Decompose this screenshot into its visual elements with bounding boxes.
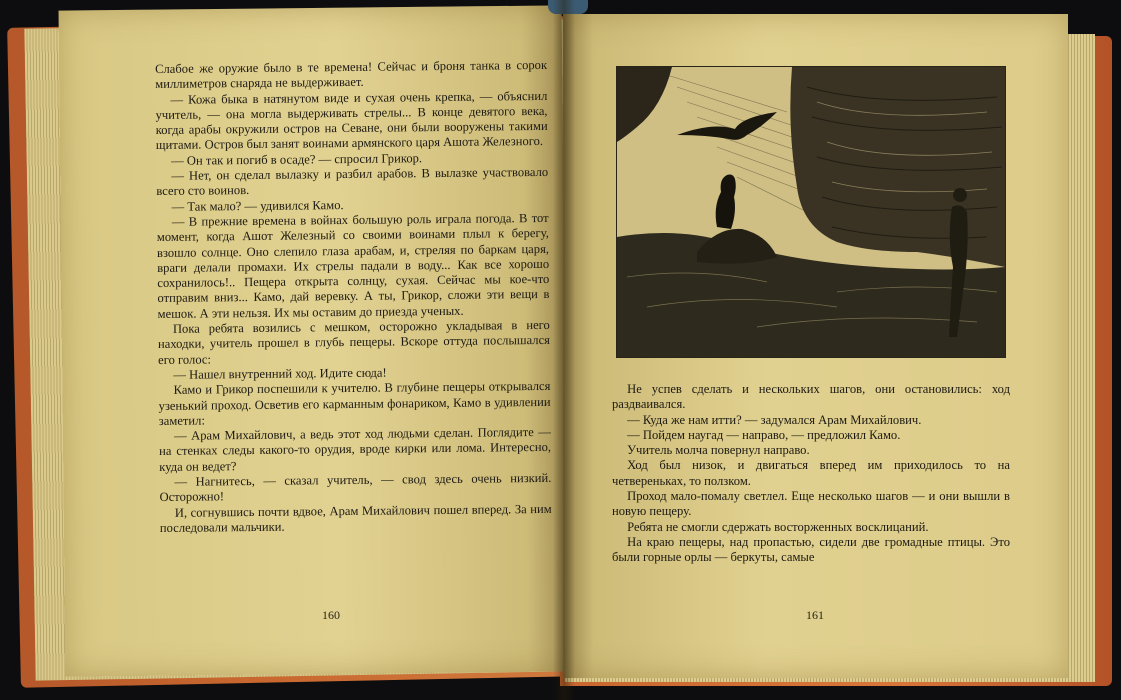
- paragraph: Пока ребята возились с мешком, осторожно укладывая в него находки, учитель прошел в глубь пещеры. Вскоре оттуда послышался его голос:: [157, 317, 551, 367]
- page-number-left: 160: [322, 608, 340, 622]
- paragraph: На краю пещеры, над пропастью, сидели две громадные птицы. Это были горные орлы — беркуты, самые: [612, 534, 1010, 565]
- paragraph: И, согнувшись почти вдвое, Арам Михайлович пошел вперед. За ним последовали мальчики.: [159, 501, 552, 535]
- paragraph: — Кожа быка в натянутом виде и сухая очень крепка, — объяснил учитель, — она могла выдерживать стрелы... В конце девятого века, когда арабы окружили остров на Севане, они были вооружены такими щитами. Остров был занят воинами армянского царя Ашота Железного.: [155, 88, 548, 153]
- left-page-text: [155, 58, 552, 536]
- book-gutter: [553, 0, 575, 700]
- paragraph: — Нагнитесь, — сказал учитель, — свод здесь очень низкий. Осторожно!: [159, 470, 552, 505]
- paragraph: Не успев сделать и нескольких шагов, они остановились: ход раздваивался.: [612, 382, 1010, 412]
- eagle-illustration: [616, 66, 1006, 358]
- page-number-right: 161: [806, 608, 824, 622]
- paragraph: Камо и Грикор поспешили к учителю. В глубине пещеры открывался узенький проход. Осветив его карманным фонариком, Камо в удивлении заметил:: [158, 379, 551, 428]
- paragraph: — Нет, он сделал вылазку и разбил арабов. В вылазке участвовало всего сто воинов.: [156, 164, 549, 199]
- paragraph: — В прежние времена в войнах большую роль играла погода. В тот момент, когда Ашот Железный со своими воинами плыл к берегу, взошло солнце. Оно слепило глаза арабам, и, стреляя по баркам царя, враги делали промахи. Их стрелы падали в воду... Как все хорошо сохранилось!.. Пещера открыта солнцу, сухая. Сейчас мы кое-что отправим вниз... Камо, дай веревку. А ты, Грикор, сложи эти вещи в мешок. А эти нельзя. Их мы оставим до приезда ученых.: [156, 210, 550, 321]
- right-page-text: [612, 382, 1010, 566]
- paragraph: Ход был низок, и двигаться вперед им приходилось то на четвереньках, то ползком.: [612, 458, 1010, 488]
- paragraph: — Куда же нам итти? — задумался Арам Михайлович.: [627, 412, 922, 427]
- paragraph: — Он так и погиб в осаде? — спросил Грикор.: [171, 150, 423, 168]
- paragraph: Проход мало-помалу светлел. Еще несколько шагов — и они вышли в новую пещеру.: [612, 489, 1010, 519]
- paragraph: — Нашел внутренний ход. Идите сюда!: [173, 365, 387, 382]
- paragraph: Слабое же оружие было в те времена! Сейчас и броня танка в сорок миллиметров снаряда не выдерживает.: [155, 57, 548, 92]
- paragraph: — Пойдем наугад — направо, — предложил Камо.: [627, 427, 901, 442]
- paragraph: — Арам Михайлович, а ведь этот ход людьми сделан. Поглядите — на стенках следы какого-то орудия, вроде кирки или лома. Интересно, куда он ведет?: [159, 424, 552, 474]
- paragraph: Ребята не смогли сдержать восторженных восклицаний.: [627, 519, 929, 534]
- paragraph: — Так мало? — удивился Камо.: [171, 197, 344, 214]
- paragraph: Учитель молча повернул направо.: [627, 443, 810, 458]
